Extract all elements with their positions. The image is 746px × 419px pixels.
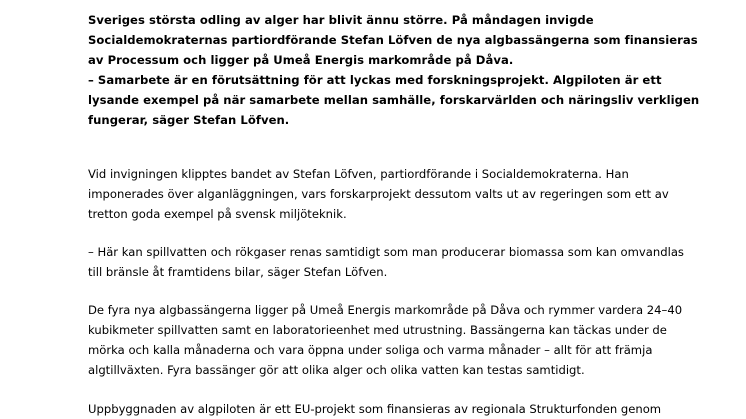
body-paragraph-bassanger xyxy=(88,300,728,380)
body-paragraph-eu-projekt xyxy=(88,399,728,419)
quote-line: fungerar, säger Stefan Löfven. xyxy=(88,113,290,127)
text-line: algtillväxten. Fyra bassänger gör att olika alger och olika vatten kan testas samtidigt. xyxy=(88,363,585,377)
lead-line: Socialdemokraternas partiordförande Stefan Löfven de nya algbassängerna som finansieras xyxy=(88,33,698,47)
body-paragraph-quote xyxy=(88,242,728,282)
quote-line: – Samarbete är en förutsättning för att lyckas med forskningsprojekt. Algpiloten är ett xyxy=(88,73,662,87)
text-line: Uppbyggnaden av algpiloten är ett EU-projekt som finansieras av regionala Strukturfonden genom xyxy=(88,402,662,416)
text-line: imponerades över alganläggningen, vars forskarprojekt dessutom valts ut av regeringen som ett av xyxy=(88,187,669,201)
lead-paragraph xyxy=(88,10,728,130)
text-line: till bränsle åt framtidens bilar, säger Stefan Löfven. xyxy=(88,265,388,279)
text-line: kubikmeter spillvatten samt en laboratorieenhet med utrustning. Bassängerna kan täckas under de xyxy=(88,323,667,337)
text-line: tretton goda exempel på svensk miljöteknik. xyxy=(88,207,347,221)
lead-line: av Processum och ligger på Umeå Energis markområde på Dåva. xyxy=(88,53,514,67)
text-line: mörka och kalla månaderna och vara öppna under soliga och varma månader – allt för att främja xyxy=(88,343,653,357)
text-line: Vid invigningen klipptes bandet av Stefan Löfven, partiordförande i Socialdemokraterna. Han xyxy=(88,167,629,181)
lead-line: Sveriges största odling av alger har blivit ännu större. På måndagen invigde xyxy=(88,13,594,27)
body-paragraph-invigning xyxy=(88,164,728,224)
text-line: – Här kan spillvatten och rökgaser renas samtidigt som man producerar biomassa som kan omvandlas xyxy=(88,245,684,259)
quote-line: lysande exempel på när samarbete mellan samhälle, forskarvärlden och näringsliv verkligen xyxy=(88,93,700,107)
text-line: De fyra nya algbassängerna ligger på Umeå Energis markområde på Dåva och rymmer vardera 24–40 xyxy=(88,303,683,317)
